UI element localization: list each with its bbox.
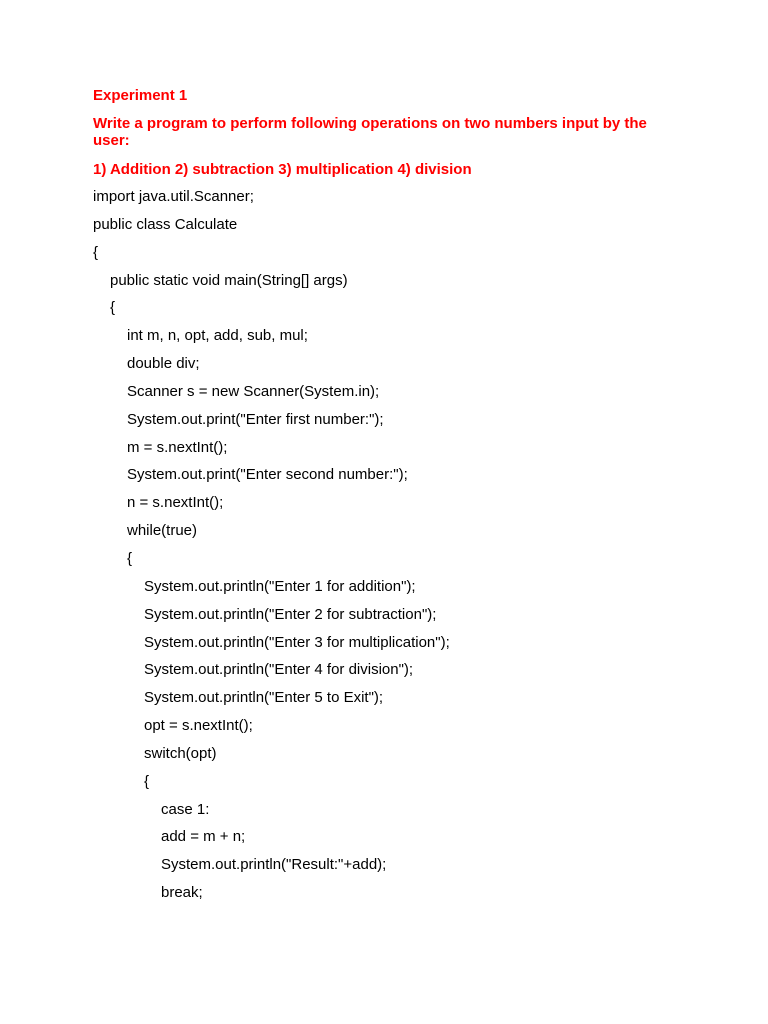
code-listing — [0, 188, 768, 912]
code-line: case 1: — [161, 800, 210, 818]
code-line: System.out.print("Enter first number:"); — [127, 410, 384, 428]
code-line: while(true) — [127, 522, 198, 540]
code-line: { — [127, 549, 133, 567]
code-line: break; — [161, 884, 203, 902]
experiment-title: Experiment 1 — [93, 87, 188, 104]
code-line: opt = s.nextInt(); — [144, 717, 253, 735]
code-line: n = s.nextInt(); — [127, 494, 224, 512]
code-line: System.out.println("Enter 1 for addition"); — [144, 577, 416, 595]
code-line: { — [144, 772, 150, 790]
task-statement: Write a program to perform following operations on two numbers input by the user: — [93, 115, 647, 149]
code-line: { — [93, 243, 99, 261]
code-line: System.out.println("Enter 4 for division"); — [144, 661, 414, 679]
code-line: System.out.println("Result:"+add); — [161, 856, 387, 874]
code-line: m = s.nextInt(); — [127, 438, 228, 456]
code-line: Scanner s = new Scanner(System.in); — [127, 382, 380, 400]
code-line: double div; — [127, 355, 200, 373]
code-line: { — [110, 299, 116, 317]
code-line: System.out.println("Enter 5 to Exit"); — [144, 689, 384, 707]
code-line: import java.util.Scanner; — [93, 188, 254, 205]
code-line: int m, n, opt, add, sub, mul; — [127, 327, 308, 345]
code-line: System.out.println("Enter 3 for multiplication"); — [144, 633, 450, 651]
code-line: public static void main(String[] args) — [110, 271, 348, 289]
operations-list: 1) Addition 2) subtraction 3) multiplication 4) division — [93, 161, 472, 178]
code-line: System.out.println("Enter 2 for subtraction"); — [144, 605, 437, 623]
code-line: switch(opt) — [144, 744, 217, 762]
code-line: System.out.print("Enter second number:"); — [127, 466, 408, 484]
code-line: add = m + n; — [161, 828, 246, 846]
code-line: public class Calculate — [93, 215, 238, 233]
